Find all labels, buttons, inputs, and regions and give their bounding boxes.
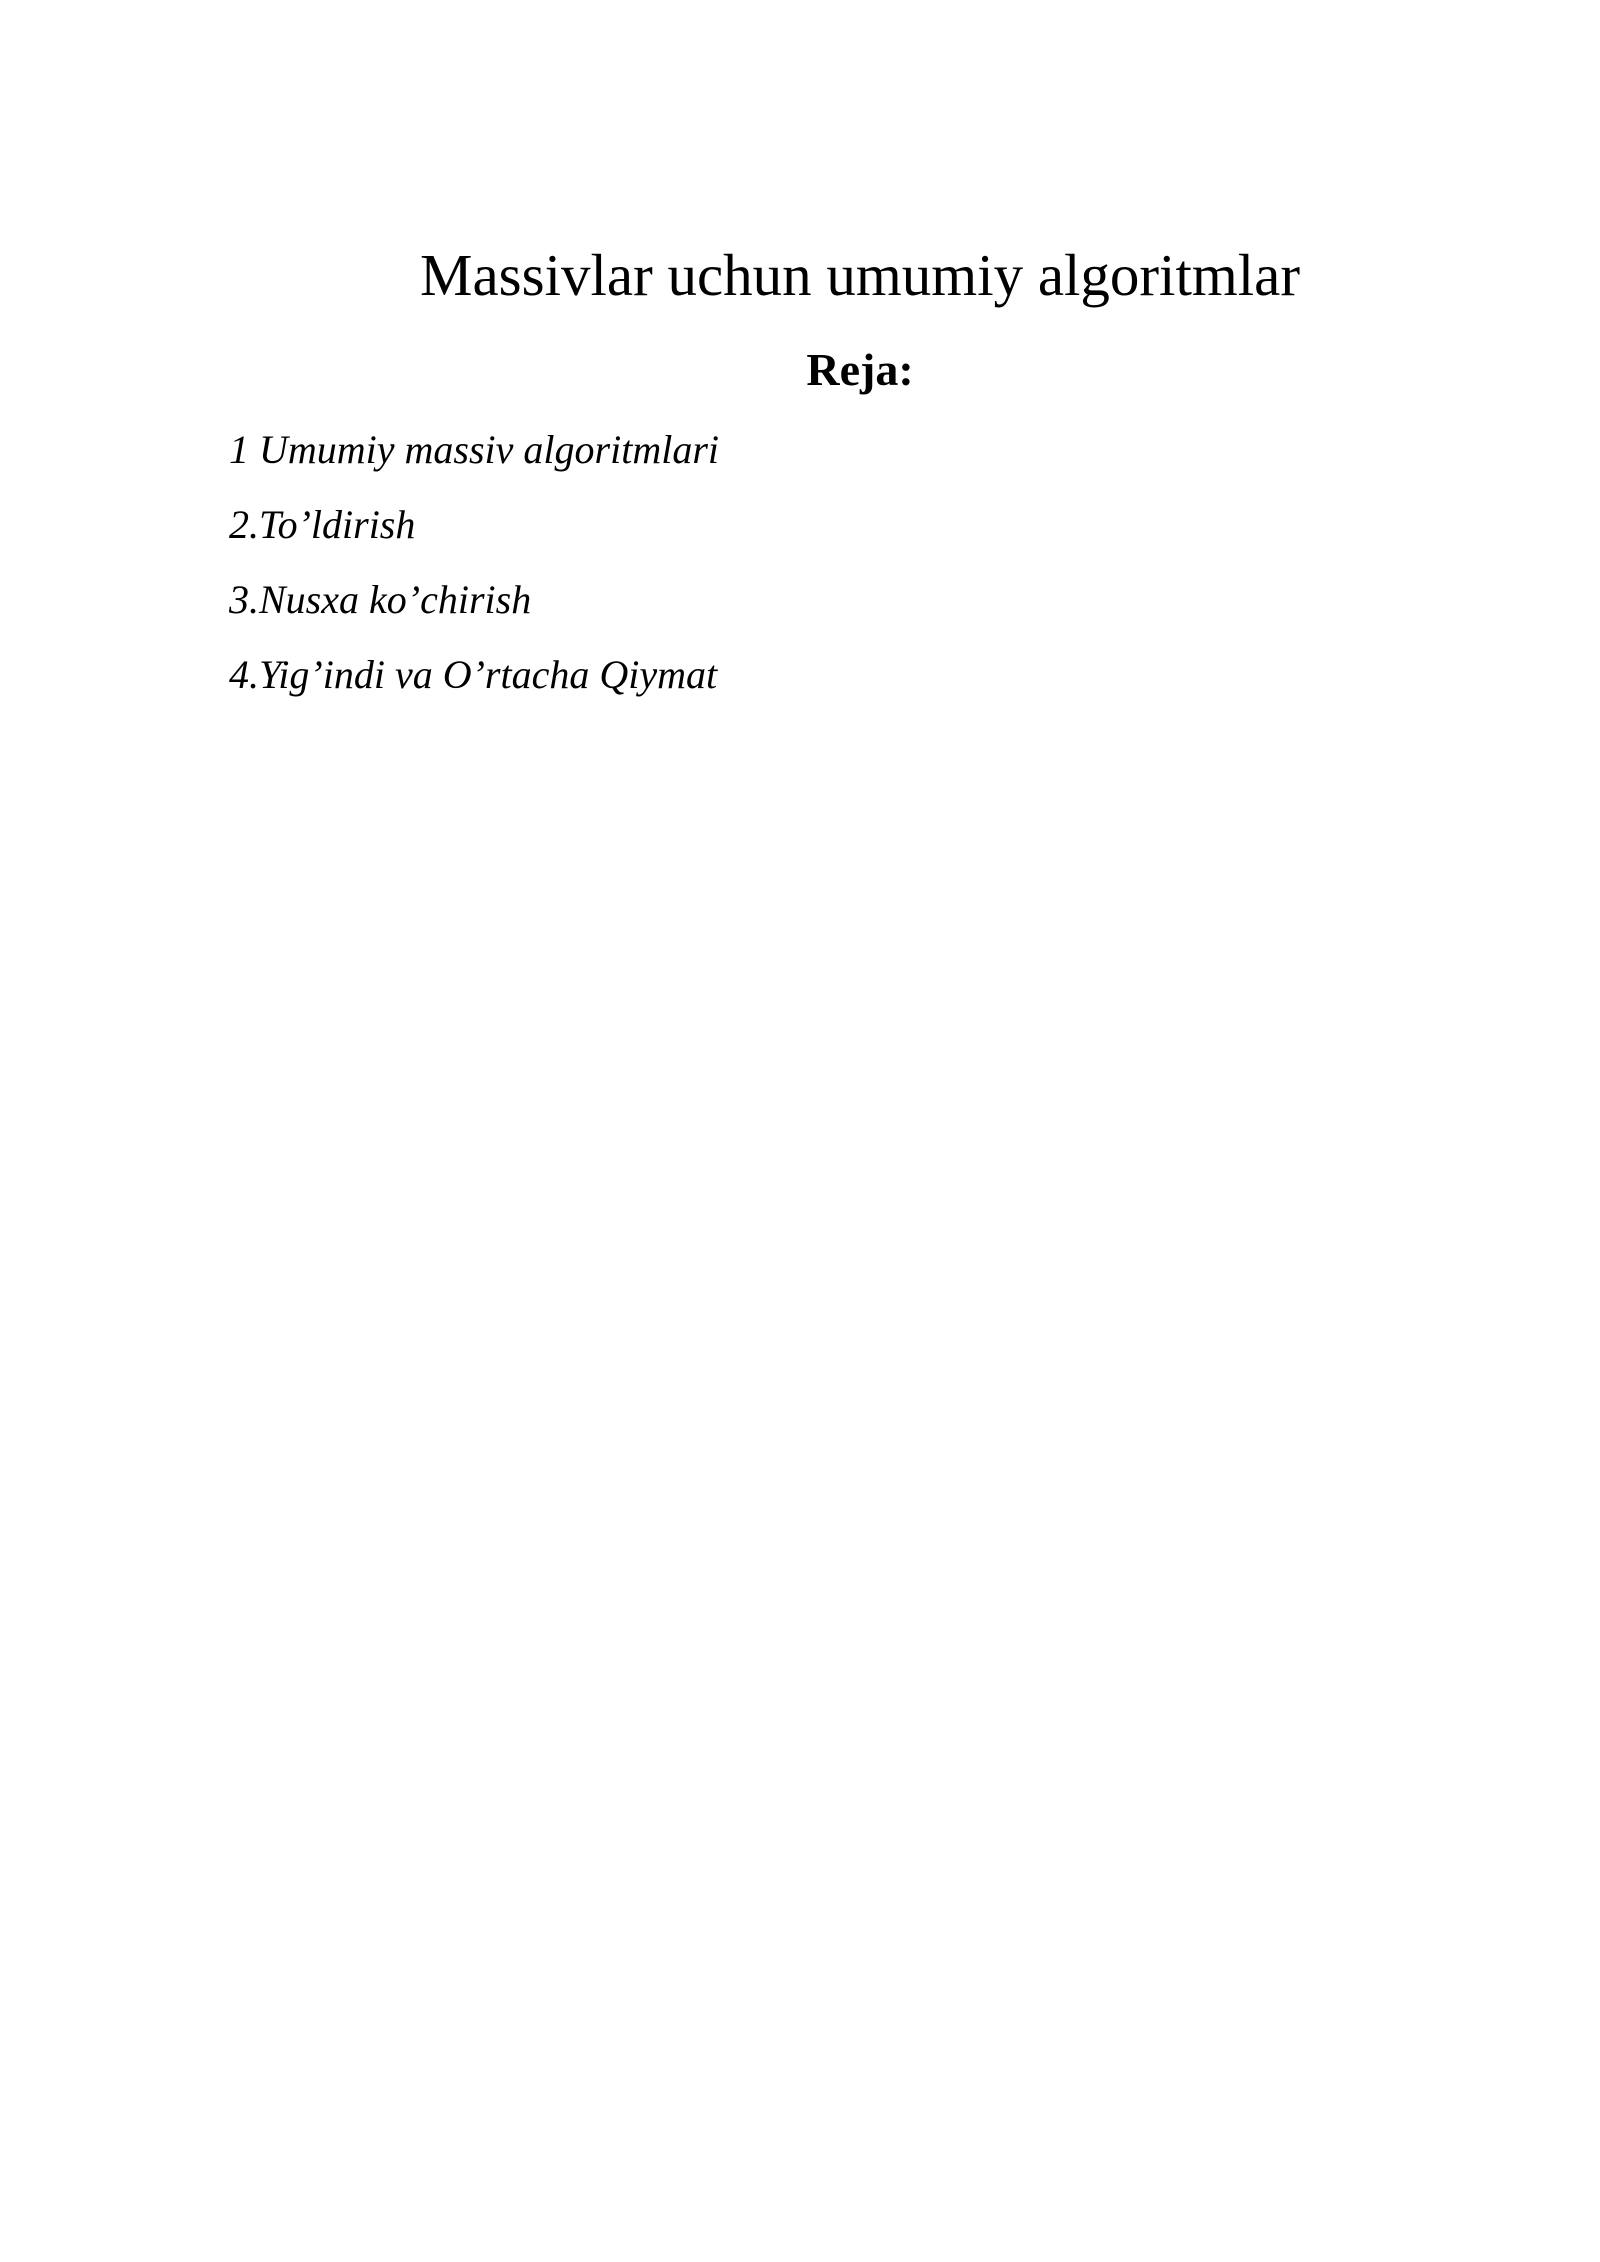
plan-item: 3.Nusxa ko’chirish xyxy=(229,577,532,622)
plan-heading: Reja: xyxy=(806,344,914,395)
plan-item: 2.To’ldirish xyxy=(229,502,416,547)
plan-item: 1 Umumiy massiv algoritmlari xyxy=(229,427,719,472)
plan-item: 4.Yig’indi va O’rtacha Qiymat xyxy=(229,652,718,697)
plan-list xyxy=(229,425,719,725)
document-title: Massivlar uchun umumiy algoritmlar xyxy=(420,242,1300,308)
